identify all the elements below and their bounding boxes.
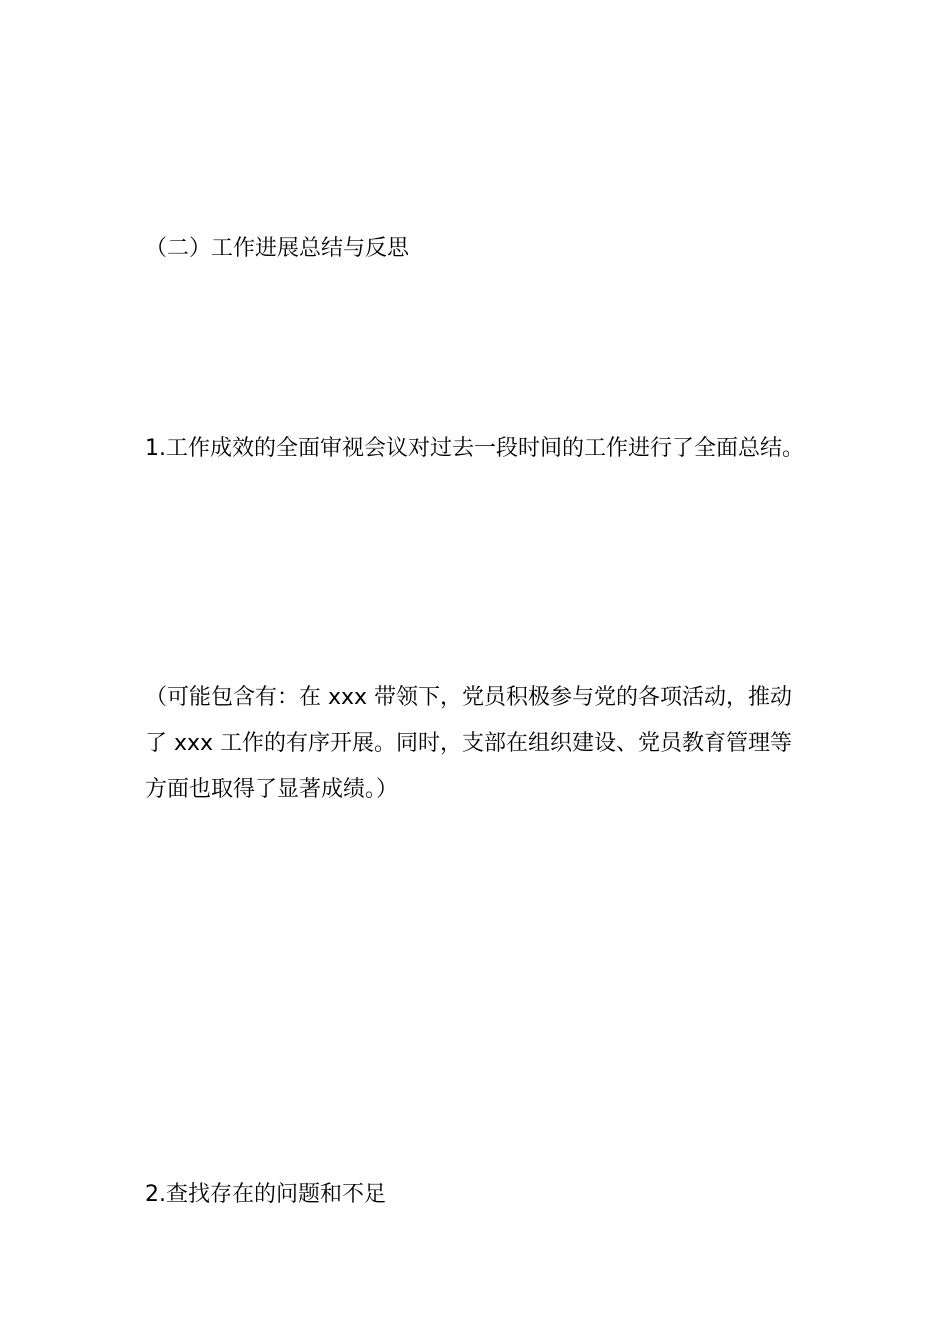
item2-paragraph: 2.查找存在的问题和不足 [145,1182,386,1207]
section-heading: （二）工作进展总结与反思 [145,236,410,261]
item1-paragraph: 1.工作成效的全面审视会议对过去一段时间的工作进行了全面总结。 [145,436,804,461]
item1-note-paragraph: （可能包含有：在 xxx 带领下，党员积极参与党的各项活动，推动了 xxx 工作的有序开展。同时，支部在组织建设、党员教育管理等方面也取得了显著成绩。） [145,685,793,802]
